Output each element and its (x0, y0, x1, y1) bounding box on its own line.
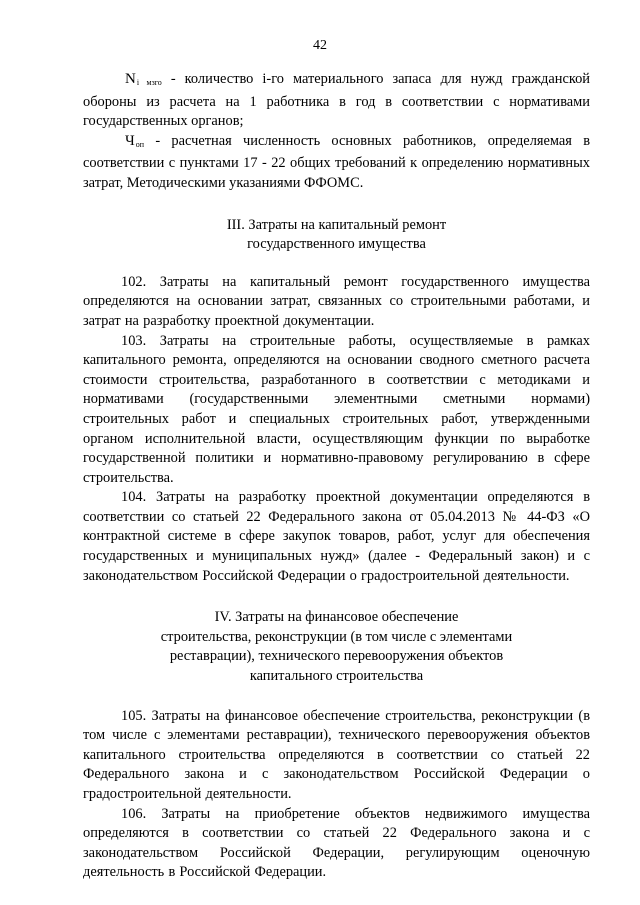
section-3-heading (83, 216, 590, 255)
paragraph-106: 106. Затраты на приобретение объектов недвижимого имущества определяются в соответствии со статьей 22 Федерального закона и с законодательством Российской Федерации, регулирующим оценочную деятельность в Российской Федерации. (83, 805, 590, 881)
paragraph-102: 102. Затраты на капитальный ремонт государственного имущества определяются на основании затрат, связанных со строительными работами, и затрат на разработку проектной документации. (83, 273, 590, 329)
heading-line: государственного имущества (247, 236, 426, 253)
definition-ch-op (83, 132, 590, 194)
heading-line: капитального строительства (249, 668, 424, 685)
heading-line: IV. Затраты на финансовое обеспечение (214, 609, 459, 626)
subscript-i-mzgo: i мзго (136, 78, 162, 87)
subscript-op: оп (135, 139, 145, 149)
heading-line: III. Затраты на капитальный ремонт (226, 216, 447, 233)
definition-text: - количество i-го материального запаса для нужд гражданской обороны из расчета на 1 работника в год в соответствии с нормативами государственных органов; (83, 71, 590, 130)
heading-line: реставрации), технического перевооружения объектов (169, 648, 504, 665)
definition-text: - расчетная численность основных работников, определяемая в соответствии с пунктами 17 - 22 общих требований к определению нормативных затрат, Методическими указаниями ФФОМС. (83, 132, 590, 191)
page-content (83, 70, 590, 883)
paragraph-104: 104. Затраты на разработку проектной документации определяются в соответствии со статьей 22 Федерального закона от 05.04.2013 № 44-ФЗ «О контрактной системе в сфере закупок товаров, работ, услуг для обеспечения государственных и муниципальных нужд» (далее - Федеральный закон) и с законодательством Российской Федерации о градостроительной деятельности. (83, 489, 590, 584)
heading-line: строительства, реконструкции (в том числе с элементами (160, 628, 513, 645)
paragraph-103: 103. Затраты на строительные работы, осуществляемые в рамках капитального ремонта, определяются на основании сводного сметного расчета стоимости строительства, разработанного в соответствии с методиками и нормативами (государственными элементными сметными нормами) строительных работ и специальных строительных работ, утвержденными органом исполнительной власти, осуществляющим функции по выработке государственной политики и нормативно-правовому регулированию в сфере строительства. (83, 332, 590, 486)
section-4-heading (83, 608, 590, 686)
symbol-n: N (125, 71, 136, 87)
page-number: 42 (313, 38, 327, 53)
definition-n-mzgo (83, 70, 590, 132)
paragraph-105: 105. Затраты на финансовое обеспечение строительства, реконструкции (в том числе с элементами реставрации), технического перевооружения объектов капитального строительства определяются в соответствии со статьей 22 Федерального закона и с законодательством Российской Федерации о градостроительной деятельности. (83, 707, 590, 802)
symbol-ch: Ч (125, 132, 135, 149)
